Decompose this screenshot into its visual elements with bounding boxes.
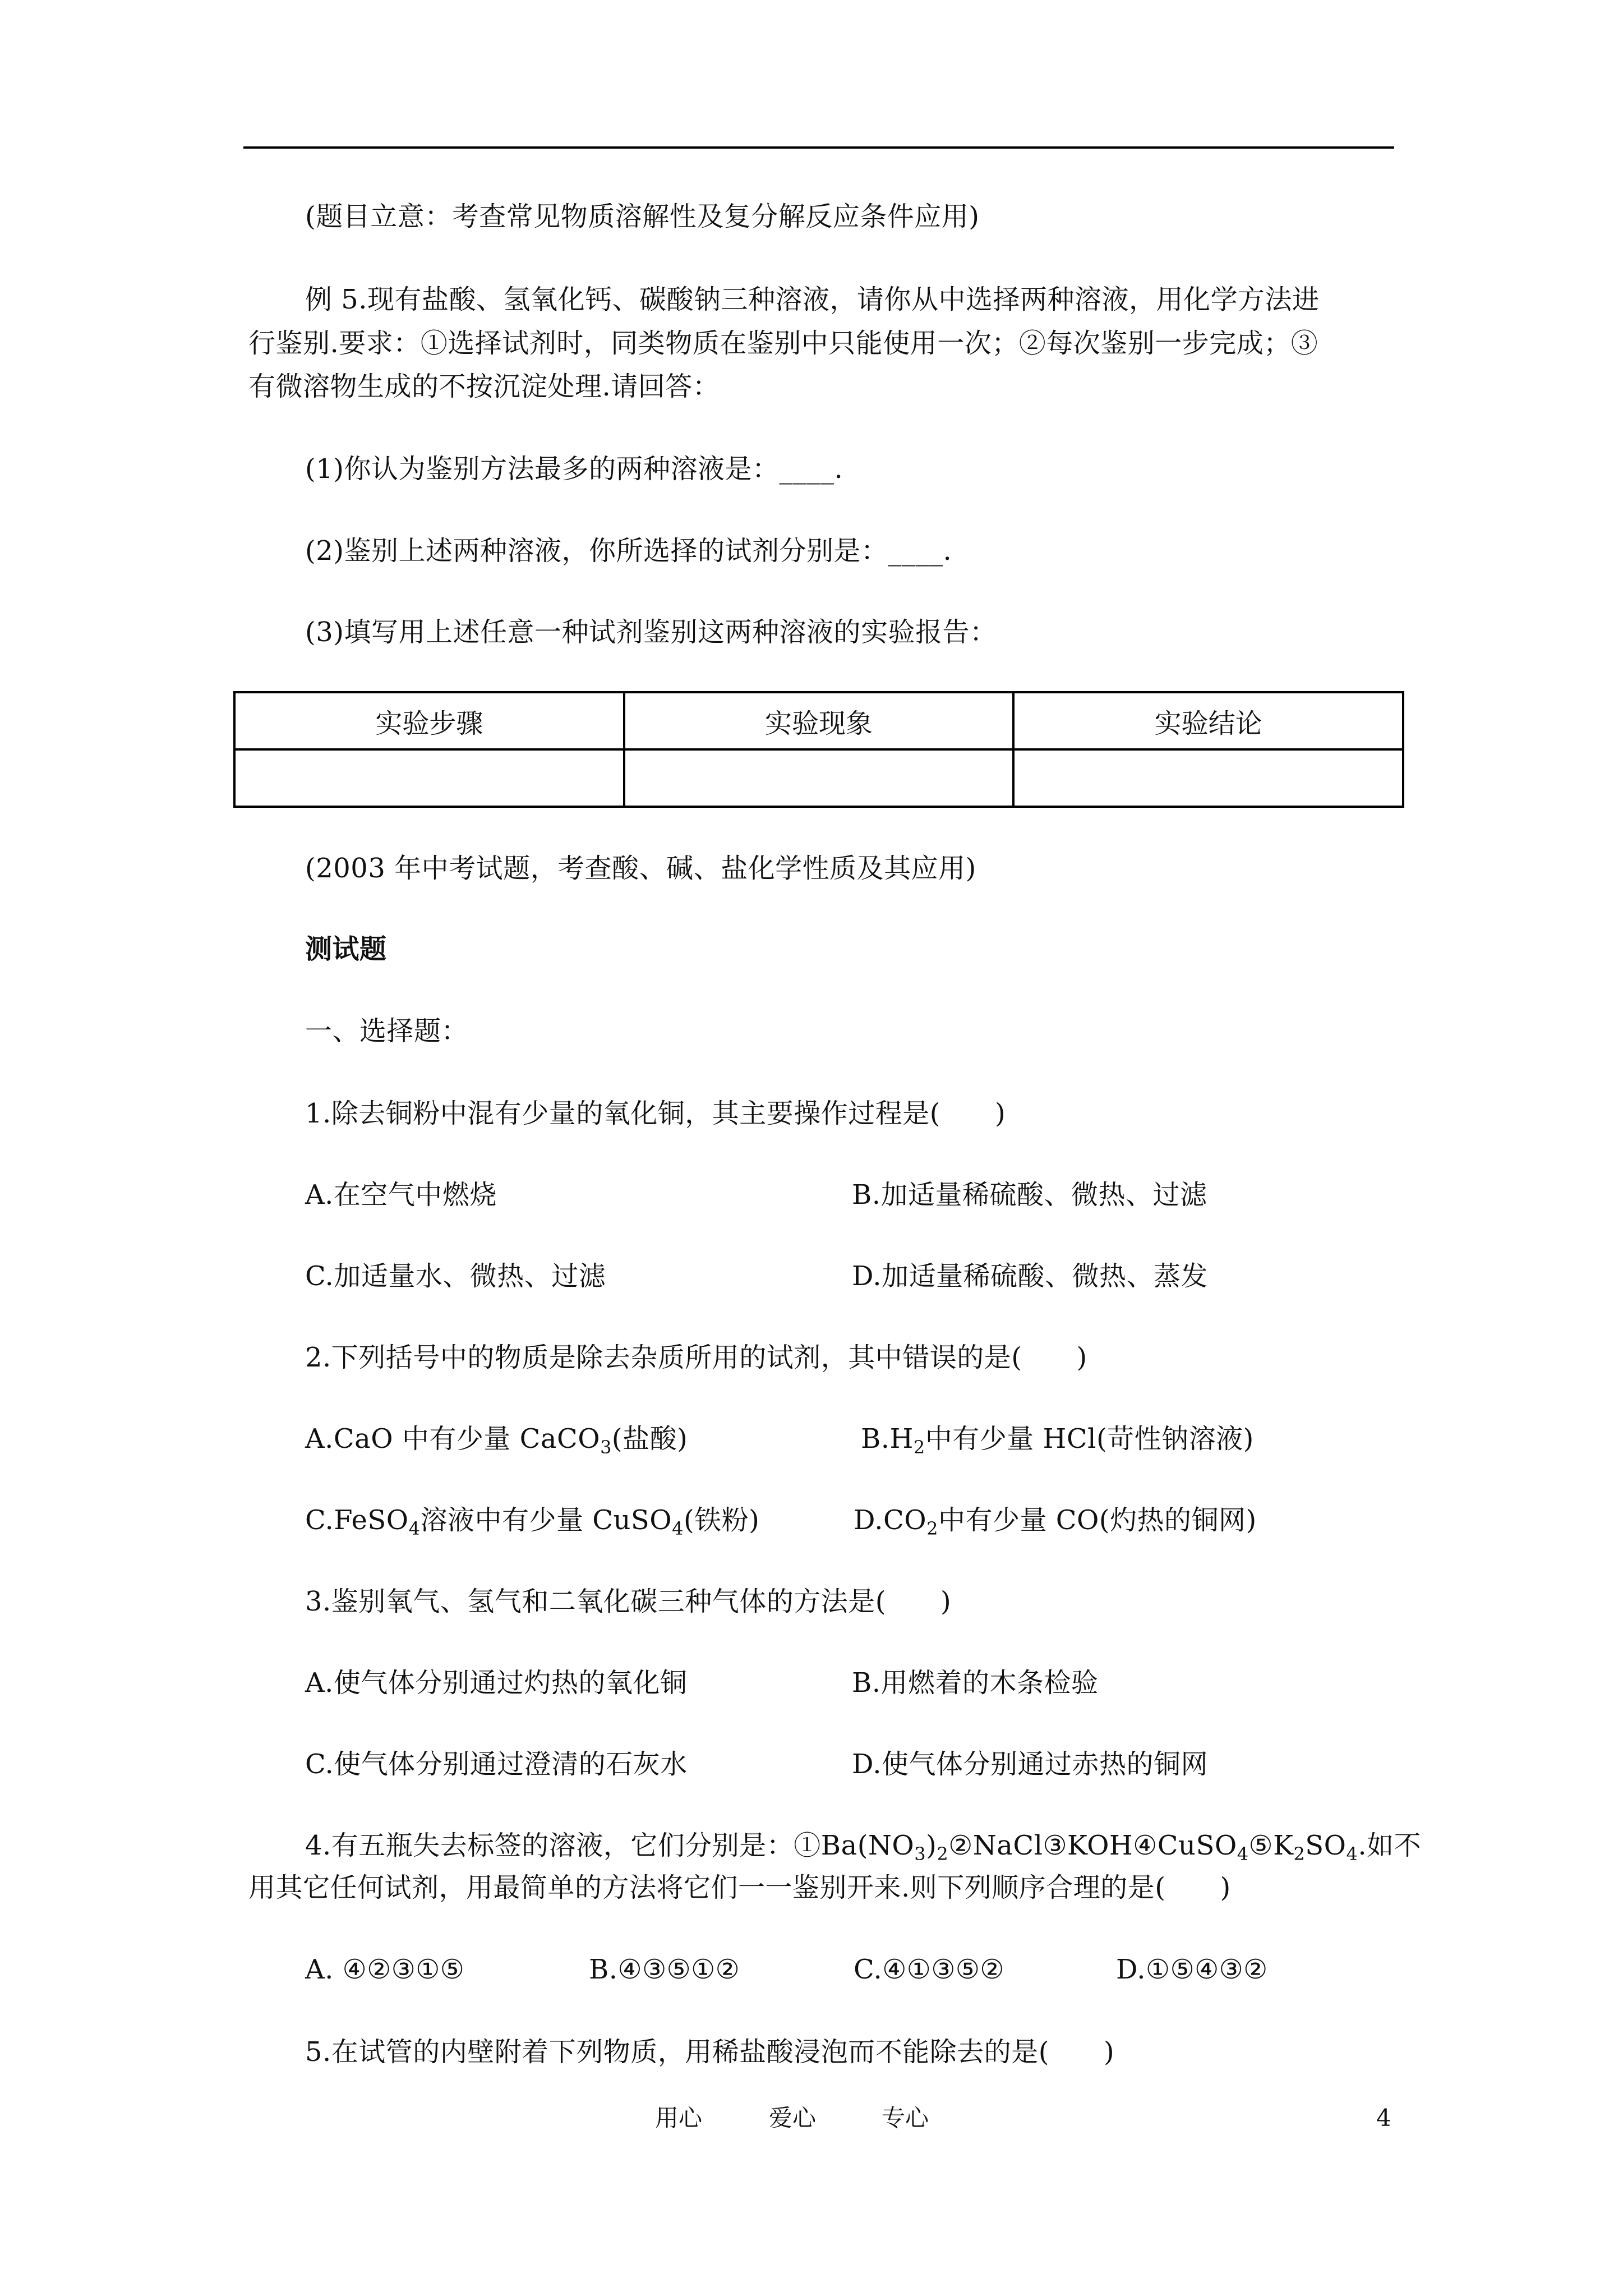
page-number: 4	[1376, 2104, 1391, 2132]
table-header-cell: 实验步骤	[234, 692, 624, 749]
footer-motto-2: 爱心	[769, 2104, 817, 2132]
example5-line3: 有微溶物生成的不按沉淀处理.请回答：	[248, 371, 720, 402]
question-3-option-a: A.使气体分别通过灼热的氧化铜	[305, 1667, 688, 1699]
header-rule	[243, 146, 1394, 149]
question-2-option-c: C.FeSO$_4$溶液中有少量 CuSO$_4$(铁粉)	[305, 1504, 760, 1539]
source-note: (2003 年中考试题，考查酸、碱、盐化学性质及其应用)	[305, 853, 976, 884]
question-2-stem: 2.下列括号中的物质是除去杂质所用的试剂，其中错误的是( )	[305, 1342, 1087, 1373]
question-2-option-b: $B.H_2$中有少量 HCl(苛性钠溶液)	[861, 1423, 1254, 1458]
footer-motto-3: 专心	[882, 2104, 929, 2132]
question-4-option-b: B.④③⑤①②	[589, 1954, 740, 1985]
example5-question-1: (1)你认为鉴别方法最多的两种溶液是：____.	[305, 453, 843, 485]
question-4-stem-line2: 用其它任何试剂，用最简单的方法将它们一一鉴别开来.则下列顺序合理的是( )	[248, 1872, 1231, 1903]
example5-line1: 例 5.现有盐酸、氢氧化钙、碳酸钠三种溶液，请你从中选择两种溶液，用化学方法进	[305, 284, 1320, 315]
question-5-stem: 5.在试管的内壁附着下列物质，用稀盐酸浸泡而不能除去的是( )	[305, 2036, 1115, 2068]
question-3-option-c: C.使气体分别通过澄清的石灰水	[305, 1749, 688, 1780]
intent-note: (题目立意：考查常见物质溶解性及复分解反应条件应用)	[305, 201, 980, 232]
table-header-row	[234, 692, 1403, 749]
table-cell	[234, 749, 624, 807]
question-1-option-a: A.在空气中燃烧	[305, 1179, 497, 1211]
question-3-stem: 3.鉴别氧气、氢气和二氧化碳三种气体的方法是( )	[305, 1586, 952, 1617]
question-3-option-b: B.用燃着的木条检验	[852, 1667, 1099, 1699]
example5-question-3: (3)填写用上述任意一种试剂鉴别这两种溶液的实验报告：	[305, 616, 997, 648]
question-4-stem-line1: 4.有五瓶失去标签的溶液，它们分别是：$①Ba(NO_3)_2②NaCl③KOH④CuSO_4⑤K_2SO_4$.如不	[305, 1830, 1422, 1865]
table-cell	[1013, 749, 1403, 807]
example5-line2: 行鉴别.要求：①选择试剂时，同类物质在鉴别中只能使用一次；②每次鉴别一步完成；③	[248, 328, 1318, 359]
experiment-report-table	[233, 691, 1404, 808]
test-section-title: 测试题	[305, 933, 387, 965]
question-4-option-c: C.④①③⑤②	[854, 1954, 1004, 1985]
table-cell	[624, 749, 1014, 807]
footer-motto-1: 用心	[655, 2104, 703, 2132]
question-2-option-d: $D.CO_2$中有少量 CO(灼热的铜网)	[854, 1504, 1257, 1539]
question-1-option-c: C.加适量水、微热、过滤	[305, 1260, 606, 1292]
question-1-option-d: D.加适量稀硫酸、微热、蒸发	[852, 1260, 1209, 1292]
table-header-cell: 实验现象	[624, 692, 1014, 749]
question-3-option-d: D.使气体分别通过赤热的铜网	[852, 1749, 1209, 1780]
question-4-option-d: D.①⑤④③②	[1116, 1954, 1268, 1985]
question-1-option-b: B.加适量稀硫酸、微热、过滤	[852, 1179, 1207, 1211]
question-2-option-a: A.CaO 中有少量 CaCO$_3$(盐酸)	[305, 1423, 688, 1458]
test-section-subtitle: 一、选择题：	[305, 1015, 469, 1047]
question-4-option-a: A. ④②③①⑤	[305, 1954, 465, 1985]
table-row	[234, 749, 1403, 807]
question-1-stem: 1.除去铜粉中混有少量的氧化铜，其主要操作过程是( )	[305, 1098, 1006, 1129]
example5-question-2: (2)鉴别上述两种溶液，你所选择的试剂分别是：____.	[305, 535, 952, 567]
table-header-cell: 实验结论	[1013, 692, 1403, 749]
